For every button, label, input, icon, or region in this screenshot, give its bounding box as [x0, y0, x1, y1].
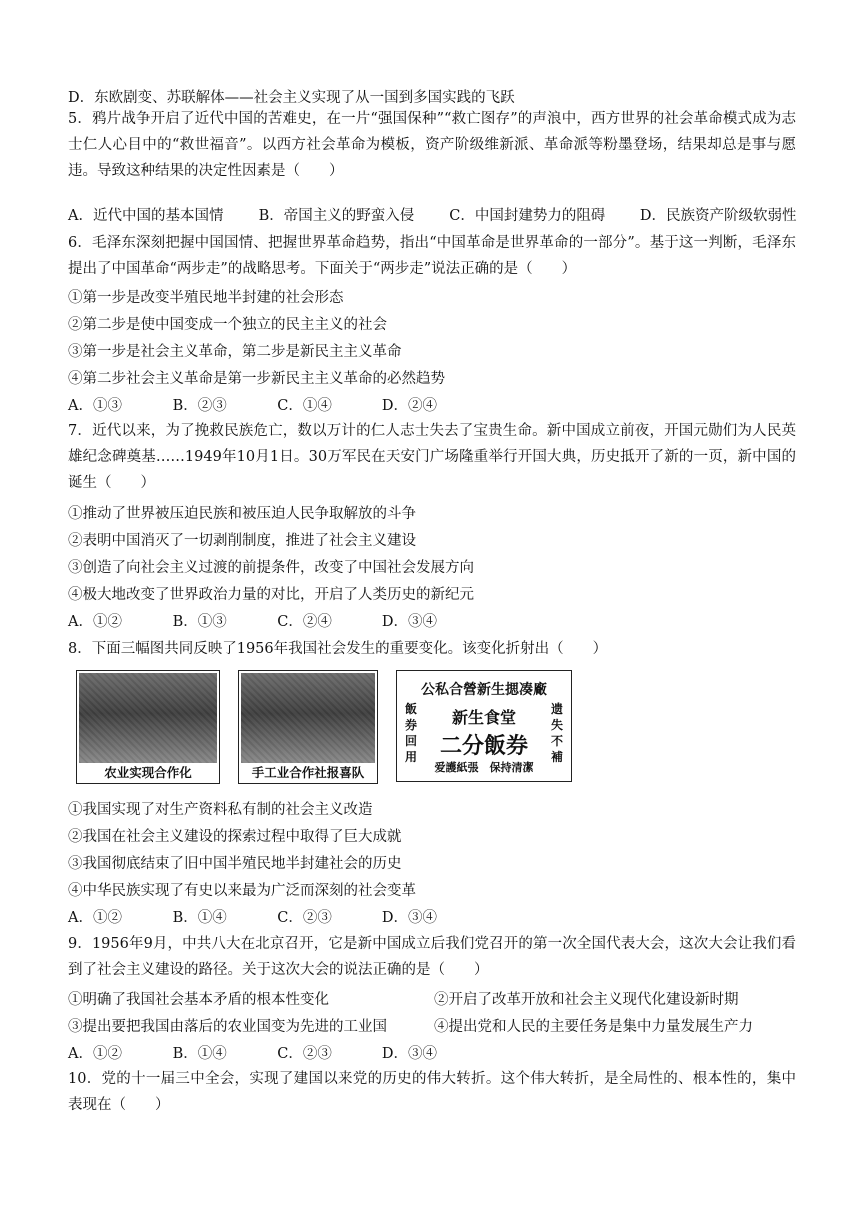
photo-agri-coop	[76, 670, 220, 784]
q9-item-1: ①明确了我国社会基本矛盾的根本性变化	[68, 992, 329, 1008]
q5-option-b: B．帝国主义的野蛮入侵	[258, 208, 415, 224]
q9-option-d: D．③④	[381, 1046, 437, 1062]
meal-ticket-line1: 新生食堂	[451, 708, 516, 727]
q6-option-c: C．①④	[277, 398, 332, 414]
q8-stem: 8．下面三幅图共同反映了1956年我国社会发生的重要变化。该变化折射出（ ）	[68, 641, 608, 657]
meal-ticket-line2: 二分飯券	[439, 733, 528, 759]
q5-option-d: D．民族资产阶级软弱性	[639, 208, 797, 224]
q8-item-3: ③我国彻底结束了旧中国半殖民地半封建社会的历史	[68, 856, 402, 872]
q6-item-4: ④第二步社会主义革命是第一步新民主主义革命的必然趋势	[68, 371, 445, 387]
q6-item-2: ②第二步是使中国变成一个独立的民主主义的社会	[68, 317, 387, 333]
q8-option-c: C．②③	[277, 910, 332, 926]
q6-option-b: B．②③	[172, 398, 227, 414]
q6-item-3: ③第一步是社会主义革命，第二步是新民主主义革命	[68, 344, 402, 360]
meal-ticket-title: 公私合營新生揌凑廠	[421, 682, 547, 698]
q7-stem: 7．近代以来，为了挽救民族危亡，数以万计的仁人志士失去了宝贵生命。新中国成立前夜，开国元勋们为人民英雄纪念碑奠基……1949年10月1日。30万军民在天安门广场隆重举行开国大典，历史抵开了新的一页，新中国的诞生（ ）	[68, 423, 796, 491]
q7-item-3: ③创造了向社会主义过渡的前提条件，改变了中国社会发展方向	[68, 560, 474, 576]
q6-item-1: ①第一步是改变半殖民地半封建的社会形态	[68, 290, 344, 306]
q7-option-a: A．①②	[68, 614, 122, 630]
photo-agri-coop-caption: 农业实现合作化	[104, 765, 192, 780]
photo-handicraft-coop-caption: 手工业合作社报喜队	[251, 765, 365, 780]
photo-handicraft-coop-image	[241, 673, 375, 763]
meal-ticket-bottom: 爱護紙張 保持清潔	[434, 761, 534, 774]
q9-option-c: C．②③	[277, 1046, 332, 1062]
photo-handicraft-coop	[238, 670, 378, 784]
q7-options	[68, 612, 437, 632]
q7-item-1: ①推动了世界被压迫民族和被压迫人民争取解放的斗争	[68, 506, 416, 522]
q7-option-c: C．②④	[277, 614, 332, 630]
q8-item-1: ①我国实现了对生产资料私有制的社会主义改造	[68, 802, 373, 818]
q6-stem: 6．毛泽东深刻把握中国国情、把握世界革命趋势，指出“中国革命是世界革命的一部分”。基于这一判断，毛泽东提出了中国革命“两步走”的战略思考。下面关于“两步走”说法正确的是（ ）	[68, 235, 796, 277]
q10-stem: 10．党的十一届三中全会，实现了建国以来党的历史的伟大转折。这个伟大转折，是全局性的、根本性的，集中表现在（ ）	[68, 1071, 796, 1113]
q6-options	[68, 396, 437, 416]
q9-stem: 9．1956年9月，中共八大在北京召开，它是新中国成立后我们党召开的第一次全国代表大会，这次大会让我们看到了社会主义建设的路径。关于这次大会的说法正确的是（ ）	[68, 936, 796, 978]
photo-agri-coop-image	[79, 673, 217, 763]
q8-options	[68, 908, 437, 928]
q9-item-2: ②开启了改革开放和社会主义现代化建设新时期	[434, 992, 739, 1008]
q8-item-4: ④中华民族实现了有史以来最为广泛而深刻的社会变革	[68, 883, 416, 899]
q9-option-b: B．①④	[172, 1046, 227, 1062]
meal-ticket-left-text: 飯券回用	[404, 702, 417, 764]
q7-option-b: B．①③	[172, 614, 227, 630]
q6-option-a: A．①③	[68, 398, 122, 414]
q9-item-3: ③提出要把我国由落后的农业国变为先进的工业国	[68, 1019, 387, 1035]
meal-ticket-right-text: 遗失不補	[550, 702, 563, 764]
q8-option-d: D．③④	[381, 910, 437, 926]
q8-option-b: B．①④	[172, 910, 227, 926]
q4-option-d: D．东欧剧变、苏联解体——社会主义实现了从一国到多国实践的飞跃	[68, 90, 515, 106]
q5-stem: 5．鸦片战争开启了近代中国的苦难史，在一片“强国保种”“救亡图存”的声浪中，西方世界的社会革命模式成为志士仁人心目中的“救世福音”。以西方社会革命为模板，资产阶级维新派、革命派等粉墨登场，结果却总是事与愿违。导致这种结果的决定性因素是（ ）	[68, 111, 796, 179]
q5-option-a: A．近代中国的基本国情	[68, 208, 224, 224]
q8-option-a: A．①②	[68, 910, 122, 926]
q9-option-a: A．①②	[68, 1046, 122, 1062]
q5-option-c: C．中国封建势力的阻碍	[449, 208, 606, 224]
q5-options	[68, 206, 796, 226]
q9-item-4: ④提出党和人民的主要任务是集中力量发展生产力	[434, 1019, 753, 1035]
q7-option-d: D．③④	[381, 614, 437, 630]
q6-option-d: D．②④	[381, 398, 437, 414]
q9-options	[68, 1044, 437, 1064]
q8-item-2: ②我国在社会主义建设的探索过程中取得了巨大成就	[68, 829, 402, 845]
q7-item-4: ④极大地改变了世界政治力量的对比，开启了人类历史的新纪元	[68, 587, 474, 603]
meal-ticket-image	[396, 670, 572, 782]
q7-item-2: ②表明中国消灭了一切剥削制度，推进了社会主义建设	[68, 533, 416, 549]
q8-figure	[76, 670, 576, 790]
